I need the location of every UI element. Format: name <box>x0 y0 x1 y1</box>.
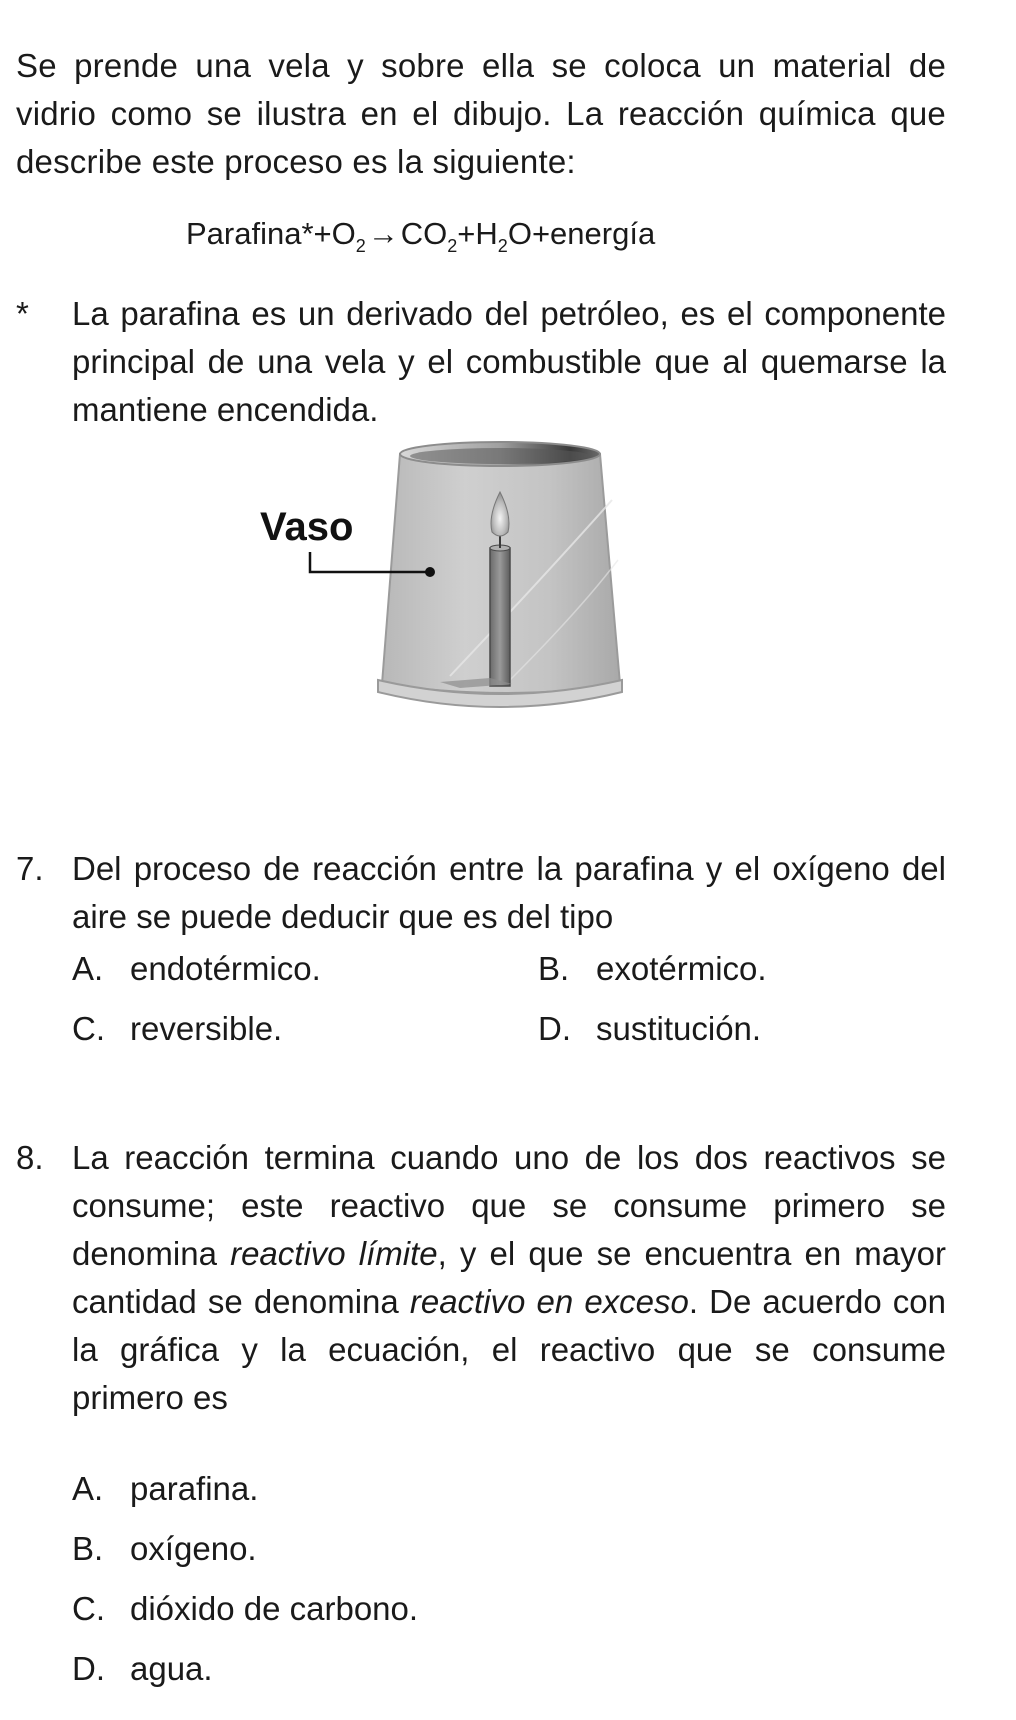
question-number: 8. <box>16 1139 44 1176</box>
equation-water-subscript: 2 <box>497 236 508 256</box>
option-text: reversible. <box>130 1010 283 1047</box>
option-d[interactable] <box>72 1645 213 1693</box>
option-letter: B. <box>72 1530 104 1567</box>
label-pointer-dot <box>425 567 435 577</box>
option-b[interactable] <box>72 1525 257 1573</box>
option-a[interactable] <box>72 1465 258 1513</box>
glass-candle-illustration <box>260 440 700 780</box>
glass-label: Vaso <box>260 505 354 549</box>
option-text: dióxido de carbono. <box>130 1590 419 1627</box>
option-letter: A. <box>72 1470 104 1507</box>
footnote <box>16 290 946 434</box>
chemical-equation <box>186 210 655 258</box>
footnote-text: La parafina es un derivado del petróleo, es el componente principal de una vela y el combustible que al quemarse la mantiene encendida. <box>72 295 946 428</box>
option-text: endotérmico. <box>130 950 321 987</box>
equation-co2: CO <box>400 216 448 251</box>
option-letter: B. <box>538 950 570 987</box>
glass-candle-figure <box>260 440 700 780</box>
equation-oxygen: O <box>331 216 356 251</box>
term-limiting-reagent: reactivo límite <box>230 1235 438 1272</box>
option-text: exotérmico. <box>596 950 767 987</box>
question-text: Del proceso de reacción entre la parafina y el oxígeno del aire se puede deducir que es del tipo <box>72 850 946 935</box>
candle-body <box>490 548 510 686</box>
question-text-part: . De acuerdo con la gráfica y la ecuación, el reactivo que se consume primero es <box>72 1283 946 1416</box>
question-number: 7. <box>16 850 44 887</box>
option-letter: C. <box>72 1590 105 1627</box>
footnote-marker: * <box>16 295 29 332</box>
equation-plus: + <box>457 216 476 251</box>
option-b[interactable] <box>538 945 767 993</box>
intro-paragraph: Se prende una vela y sobre ella se coloca un material de vidrio como se ilustra en el dibujo. La reacción química que describe este proceso es la siguiente: <box>16 47 946 180</box>
question-text <box>72 1134 946 1422</box>
option-c[interactable] <box>72 1005 282 1053</box>
option-d[interactable] <box>538 1005 761 1053</box>
question-8 <box>16 1134 946 1422</box>
reaction-arrow: → <box>367 216 399 251</box>
equation-energy: energía <box>550 216 656 251</box>
option-letter: A. <box>72 950 104 987</box>
equation-paraffin: Parafina* <box>186 216 314 251</box>
glass-rim-inner <box>410 448 590 464</box>
option-a[interactable] <box>72 945 321 993</box>
term-excess-reagent: reactivo en exceso <box>409 1283 689 1320</box>
option-text: parafina. <box>130 1470 259 1507</box>
option-text: oxígeno. <box>130 1530 257 1567</box>
equation-plus: + <box>531 216 551 251</box>
equation-water-h: H <box>475 216 498 251</box>
equation-co2-subscript: 2 <box>447 236 458 256</box>
option-letter: D. <box>72 1650 105 1687</box>
option-c[interactable] <box>72 1585 418 1633</box>
option-text: agua. <box>130 1650 213 1687</box>
equation-oxygen-subscript: 2 <box>355 236 366 256</box>
option-letter: C. <box>72 1010 105 1047</box>
question-7 <box>16 845 946 941</box>
option-text: sustitución. <box>596 1010 762 1047</box>
equation-water-o: O <box>507 216 532 251</box>
option-letter: D. <box>538 1010 571 1047</box>
question-text-part: , y el que se encuentra en mayor cantidad se denomina <box>72 1235 946 1320</box>
question-text-part: La reacción termina cuando uno de los dos reactivos se consume; este reactivo que se consume primero se denomina <box>72 1139 946 1272</box>
equation-plus: + <box>313 216 332 251</box>
